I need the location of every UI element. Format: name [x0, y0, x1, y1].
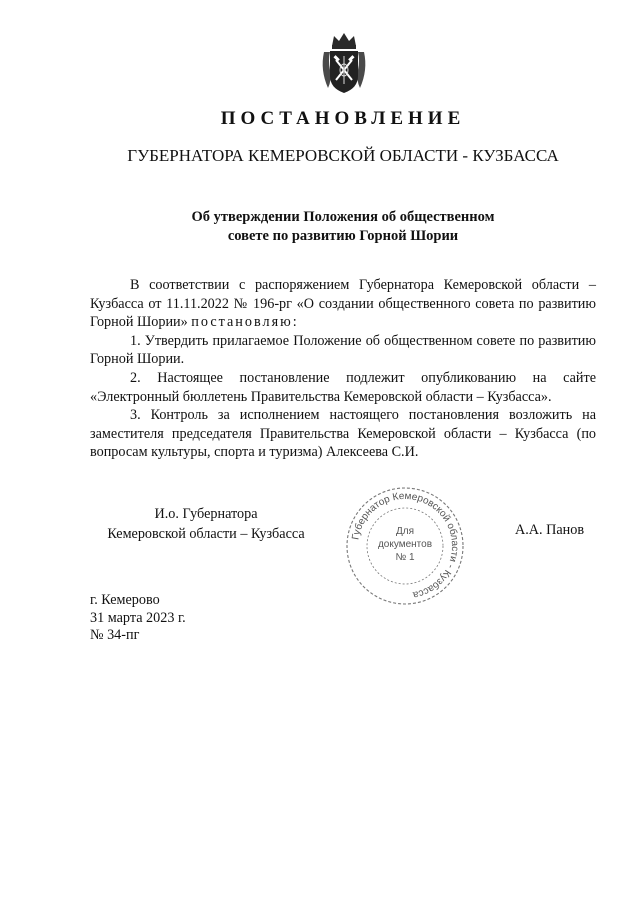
preamble-text: В соответствии с распоряжением Губернатора Кемеровской области – Кузбасса от 11.11.2022 № 196-рг «О создании общественного совета по развитию Горной Шории»	[90, 277, 596, 331]
preamble-paragraph	[90, 276, 596, 332]
city: г. Кемерово	[90, 592, 160, 608]
title-line-2: совете по развитию Горной Шории	[227, 228, 459, 244]
document-number: № 34-пг	[90, 627, 140, 643]
clause-1: 1. Утвердить прилагаемое Положение об общественном совете по развитию Горной Шории.	[90, 332, 596, 368]
signer-position	[96, 504, 316, 544]
stamp-line-3: № 1	[395, 552, 415, 563]
clause-2: 2. Настоящее постановление подлежит опубликованию на сайте «Электронный бюллетень Правительства Кемеровской области – Кузбасса».	[90, 369, 596, 405]
clause-3: 3. Контроль за исполнением настоящего постановления возложить на заместителя председателя Правительства Кемеровской области – Кузбасса (по вопросам культуры, спорта и туризма) Алексеева С.И.	[90, 407, 596, 461]
stamp-ring-text: Губернатор Кемеровской области - Кузбасса	[350, 490, 461, 601]
stamp-line-2: документов	[377, 539, 433, 550]
issuing-authority: ГУБЕРНАТОРА КЕМЕРОВСКОЙ ОБЛАСТИ - КУЗБАССА	[127, 146, 559, 165]
document-body	[90, 276, 596, 462]
signer-position-line-1: И.о. Губернатора	[154, 506, 258, 522]
document-title	[0, 208, 640, 246]
place-date-number	[90, 592, 186, 645]
stamp-line-1: Для	[395, 526, 415, 537]
official-stamp	[343, 484, 467, 608]
coat-of-arms-icon	[318, 30, 370, 96]
signer-name: А.А. Панов	[515, 522, 585, 538]
resolution-word: постановляю:	[191, 314, 299, 331]
signer-position-line-2: Кемеровской области – Кузбасса	[107, 526, 305, 542]
date: 31 марта 2023 г.	[90, 609, 186, 626]
document-type-heading: ПОСТАНОВЛЕНИЕ	[220, 108, 466, 129]
title-line-1: Об утверждении Положения об общественном	[191, 209, 495, 225]
